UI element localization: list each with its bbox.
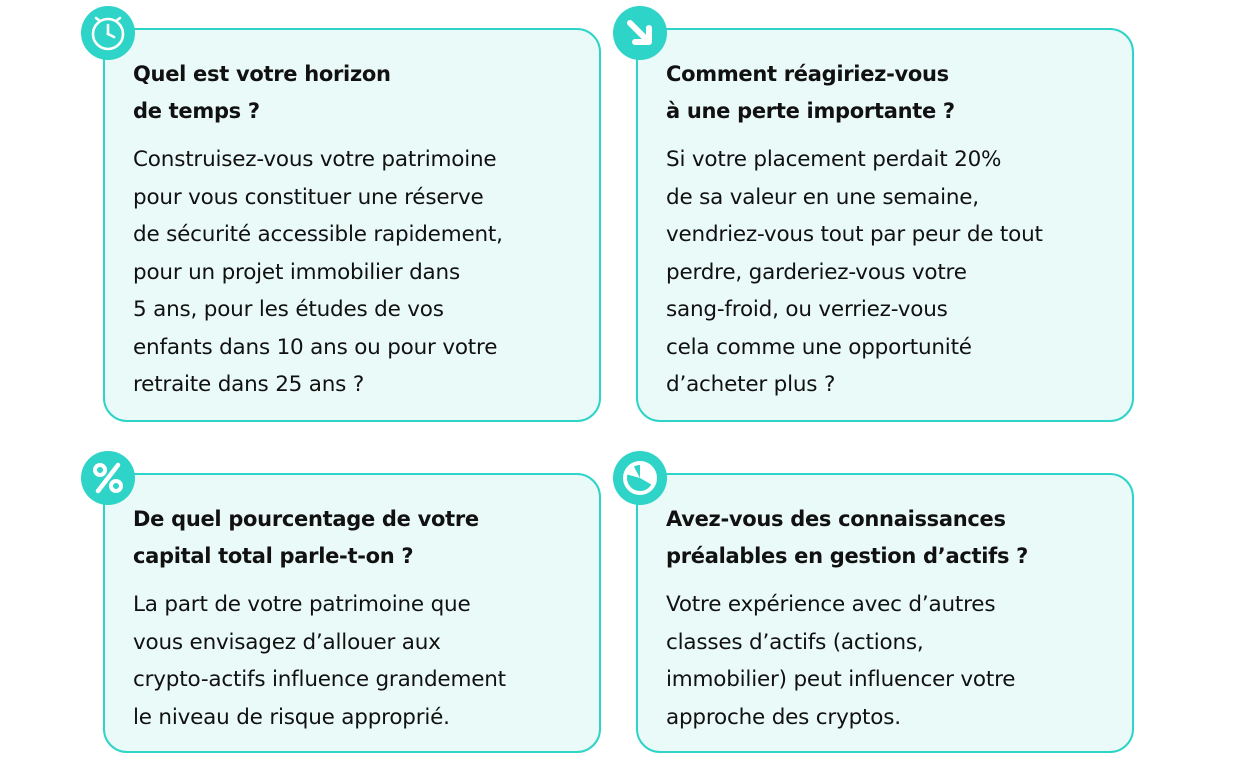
card-title: Comment réagiriez-vous à une perte importante ? <box>666 62 955 123</box>
arrow-down-right-icon <box>613 6 667 60</box>
question-card-capital-share <box>103 473 601 753</box>
question-card-prior-knowledge <box>636 473 1134 753</box>
card-title: Avez-vous des connaissances préalables en gestion d’actifs ? <box>666 507 1029 568</box>
card-title: De quel pourcentage de votre capital total parle-t-on ? <box>133 507 479 568</box>
card-body: La part de votre patrimoine que vous envisagez d’allouer aux crypto-actifs influence grandement le niveau de risque approprié. <box>133 592 506 730</box>
pie-chart-icon <box>613 451 667 505</box>
card-body: Si votre placement perdait 20% de sa valeur en une semaine, vendriez-vous tout par peur de tout perdre, garderiez-vous votre sang-froid, ou verriez-vous cela comme une opportunité d’acheter plus ? <box>666 147 1043 397</box>
card-body: Construisez-vous votre patrimoine pour vous constituer une réserve de sécurité accessible rapidement, pour un projet immobilier dans 5 ans, pour les études de vos enfants dans 10 ans ou pour votre retraite dans 25 ans ? <box>133 147 503 397</box>
card-body: Votre expérience avec d’autres classes d’actifs (actions, immobilier) peut influencer votre approche des cryptos. <box>666 592 1016 730</box>
question-card-loss-reaction <box>636 28 1134 422</box>
percent-icon <box>81 451 135 505</box>
clock-icon <box>81 6 135 60</box>
card-title: Quel est votre horizon de temps ? <box>133 62 391 123</box>
question-card-time-horizon <box>103 28 601 422</box>
